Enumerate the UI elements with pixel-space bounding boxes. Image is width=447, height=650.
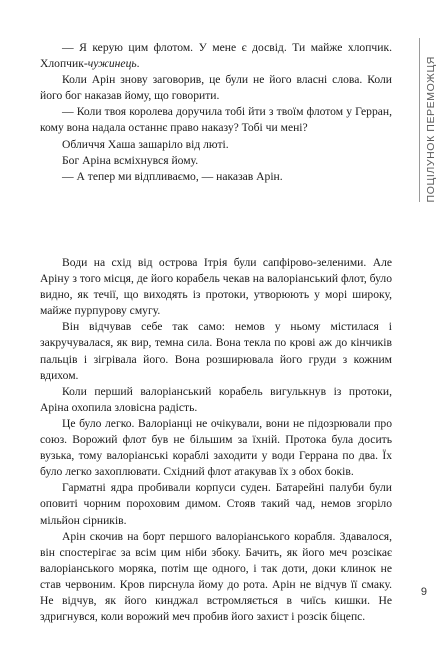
emphasis: чужинець [87,57,137,71]
paragraph: Бог Аріна всміхнувся йому. [62,153,199,167]
paragraph: Він відчував себе так само: немов у ньому містилася і закручувалася, як вир, темна сила. Вона текла по крові аж до кінчиків пальців і зігрівала його. Вона розширювала його груди з кожним вдихом. [40,320,392,382]
paragraph: Коли Арін знову заговорив, це були не його власні слова. Коли його бог наказав йому, що говорити. [40,73,392,103]
text-section-1 [40,40,392,185]
running-head-rule [419,38,420,202]
paragraph: — Я керую цим флотом. У мене є досвід. Ти майже хлопчик. Хлопчик-чужинець. [40,41,392,71]
paragraph: — А тепер ми відпливаємо, — наказав Арін. [62,169,283,183]
paragraph: — Коли твоя королева доручила тобі йти з твоїм флотом у Герран, кому вона надала останнє право наказу? Тобі чи мені? [40,105,392,135]
paragraph: Обличчя Хаша зашаріло від люті. [62,137,229,151]
paragraph: Це було легко. Валоріанці не очікували, вони не підозрювали про союз. Ворожий флот був не більшим за їхній. Протока була досить вузька, тому валоріанські кораблі заходити у води Геррана по два. Їх було легко захоплювати. Східний флот атакував їх з обох боків. [40,416,392,479]
paragraph: Води на схід від острова Ітрія були сапфірово-зеленими. Але Аріну з того місця, де його корабель чекав на валоріанський флот, було видно, як течії, що виходять із протоки, утворюють у морі широку, майже пурпурову смугу. [40,256,392,318]
paragraph: Гарматні ядра пробивали корпуси суден. Батарейні палуби були оповиті чорним пороховим димом. Стояв такий чад, немов згоріло мільйон сірників. [40,481,392,527]
text-section-2 [40,255,392,625]
paragraph: Арін скочив на борт першого валоріанського корабля. Здавалося, він спостерігає за всім цим ніби збоку. Бачить, як його меч розсікає валоріанського моряка, потім ще одного, і так доти, доки клинок не став червоним. Кров пирснула йому до рота. Арін не відчув її смаку. Не відчув, як його кинджал встромляється в чиїсь кишки. Не здригнувся, коли ворожий меч пробив його захист і розсік біцепс. [40,529,392,624]
running-head: ПОЦІЛУНОК ПЕРЕМОЖЦЯ [425,56,437,203]
paragraph: Коли перший валоріанський корабель вигулькнув із протоки, Аріна охопила зловісна радість. [40,384,392,414]
page-number: 9 [420,586,427,598]
